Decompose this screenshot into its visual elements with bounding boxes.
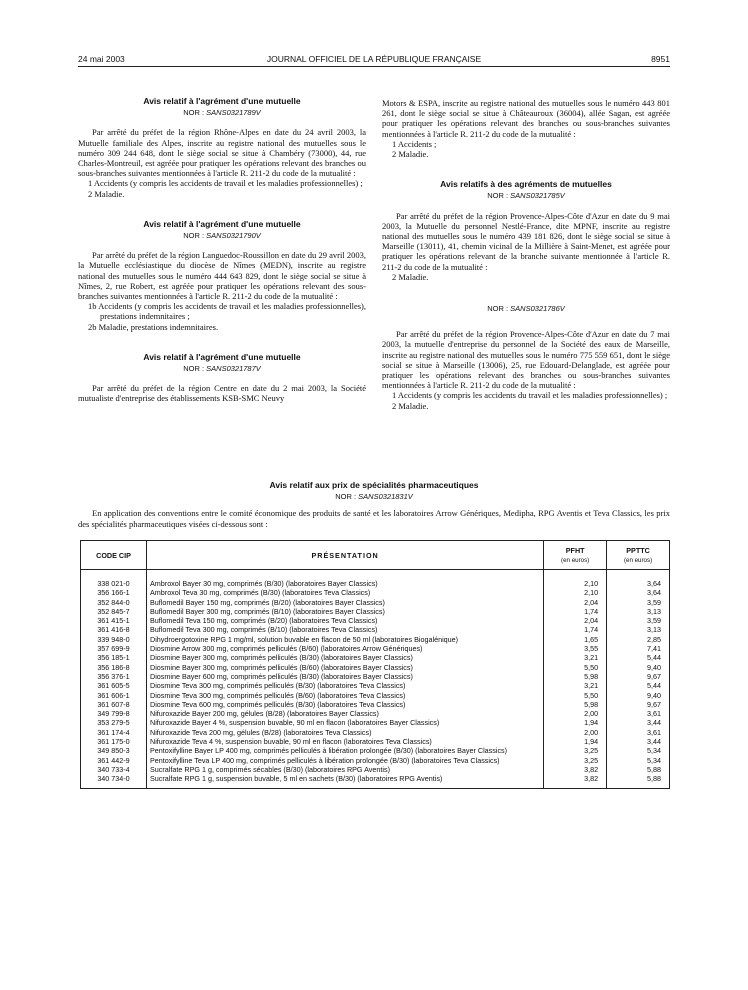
- cell-pfht: 5,50: [544, 691, 607, 700]
- cell-code: 340 733-4: [81, 765, 147, 774]
- cell-ppttc: 5,34: [607, 746, 670, 755]
- cell-code: 361 416-8: [81, 625, 147, 634]
- cell-pfht: 3,82: [544, 765, 607, 774]
- list-item: 1 Accidents (y compris les accidents de travail et les maladies professionnelles) ;: [88, 178, 363, 189]
- notice-4-title: Avis relatifs à des agréments de mutuelles: [440, 179, 612, 190]
- cell-ppttc: 3,13: [607, 607, 670, 616]
- cell-presentation: Dihydroergotoxine RPG 1 mg/ml, solution buvable en flacon de 50 ml (laboratoires Biogalénique): [147, 635, 544, 644]
- cell-presentation: Diosmine Bayer 300 mg, comprimés pelliculés (B/60) (laboratoires Bayer Classics): [147, 663, 544, 672]
- cell-ppttc: 9,67: [607, 672, 670, 681]
- cell-presentation: Nifuroxazide Teva 4 %, suspension buvable, 90 ml en flacon (laboratoires Teva Classics): [147, 737, 544, 746]
- list-item: 2 Maladie.: [88, 188, 125, 199]
- notice-3-nor: NOR : SANS0321787V: [183, 364, 261, 374]
- header-page-number: 8951: [651, 54, 670, 64]
- cell-ppttc: 3,64: [607, 570, 670, 589]
- table-row: [81, 625, 670, 634]
- cell-pfht: 2,00: [544, 709, 607, 718]
- cell-presentation: Nifuroxazide Bayer 4 %, suspension buvable, 90 ml en flacon (laboratoires Bayer Classics): [147, 718, 544, 727]
- notice-4-nor: NOR : SANS0321785V: [487, 191, 565, 201]
- cell-presentation: Diosmine Teva 600 mg, comprimés pelliculés (B/30) (laboratoires Teva Classics): [147, 700, 544, 709]
- list-item: 1 Accidents (y compris les accidents du travail et les maladies professionnelles) ;: [392, 390, 668, 401]
- cell-ppttc: 3,64: [607, 588, 670, 597]
- notice-2-list: [78, 301, 366, 332]
- cell-ppttc: 9,40: [607, 663, 670, 672]
- cell-presentation: Buflomedil Bayer 150 mg, comprimés (B/20) (laboratoires Bayer Classics): [147, 598, 544, 607]
- notice-1-list: [78, 178, 366, 198]
- cell-code: 361 607-8: [81, 700, 147, 709]
- notice-2-body: Par arrêté du préfet de la région Languedoc-Roussillon en date du 29 avril 2003, la Mutuelle ecclésiastique du diocèse de Nîmes (MEDN), inscrite au registre national des mutuelles sous le numéro 444 643 829, dont le siège social se situe à Nîmes, 2, rue Robert, est agréée pour pratiquer les opérations relevant des sous-branches suivantes mentionnées à l'article R. 211-2 du code de la mutualité :: [78, 250, 366, 302]
- notice-2-nor: NOR : SANS0321790V: [183, 231, 261, 241]
- table-row: [81, 756, 670, 765]
- cell-presentation: Ambroxol Teva 30 mg, comprimés (B/30) (laboratoires Teva Classics): [147, 588, 544, 597]
- cell-code: 349 799-8: [81, 709, 147, 718]
- table-row: [81, 774, 670, 788]
- table-row: [81, 635, 670, 644]
- prices-notice-title: Avis relatif aux prix de spécialités pharmaceutiques: [269, 480, 479, 490]
- cell-ppttc: 5,88: [607, 774, 670, 788]
- cell-pfht: 3,55: [544, 644, 607, 653]
- notice-3-title: Avis relatif à l'agrément d'une mutuelle: [143, 351, 301, 362]
- notice-2-title: Avis relatif à l'agrément d'une mutuelle: [143, 218, 301, 229]
- header-journal-title: JOURNAL OFFICIEL DE LA RÉPUBLIQUE FRANÇAISE: [266, 54, 482, 64]
- cell-ppttc: 3,44: [607, 737, 670, 746]
- right-column: [382, 98, 670, 411]
- cell-pfht: 3,21: [544, 681, 607, 690]
- cell-presentation: Diosmine Teva 300 mg, comprimés pelliculés (B/30) (laboratoires Teva Classics): [147, 681, 544, 690]
- cell-code: 356 166-1: [81, 588, 147, 597]
- table-row: [81, 607, 670, 616]
- cell-code: 352 844-0: [81, 598, 147, 607]
- table-row: [81, 681, 670, 690]
- cell-code: 353 279-5: [81, 718, 147, 727]
- cell-presentation: Diosmine Bayer 600 mg, comprimés pelliculés (B/30) (laboratoires Bayer Classics): [147, 672, 544, 681]
- cell-presentation: Ambroxol Bayer 30 mg, comprimés (B/30) (laboratoires Bayer Classics): [147, 570, 544, 589]
- cell-code: 361 415-1: [81, 616, 147, 625]
- header-pfht: PFHT (en euros): [544, 541, 607, 570]
- cell-presentation: Sucralfate RPG 1 g, comprimés sécables (B/30) (laboratoires RPG Aventis): [147, 765, 544, 774]
- cell-presentation: Nifuroxazide Teva 200 mg, gélules (B/28) (laboratoires Teva Classics): [147, 728, 544, 737]
- table-row: [81, 588, 670, 597]
- table-row: [81, 737, 670, 746]
- header-rule: [78, 66, 670, 67]
- cell-code: 352 845-7: [81, 607, 147, 616]
- cell-code: 357 699-9: [81, 644, 147, 653]
- table-row: [81, 709, 670, 718]
- header-code-cip: CODE CIP: [81, 541, 147, 570]
- list-item: 2 Maladie.: [392, 400, 429, 411]
- cell-ppttc: 3,13: [607, 625, 670, 634]
- prices-notice-intro: En application des conventions entre le comité économique des produits de santé et les laboratoires Arrow Génériques, Medipha, RPG Aventis et Teva Classics, les prix des spécialités pharmaceutiques visées ci-dessous sont :: [78, 508, 670, 529]
- cell-code: 361 442-9: [81, 756, 147, 765]
- notice-1-nor: NOR : SANS0321789V: [183, 108, 261, 118]
- cell-presentation: Diosmine Arrow 300 mg, comprimés pelliculés (B/60) (laboratoires Arrow Génériques): [147, 644, 544, 653]
- cell-ppttc: 3,59: [607, 598, 670, 607]
- table-row: [81, 644, 670, 653]
- cell-ppttc: 3,61: [607, 709, 670, 718]
- prices-notice: [78, 480, 670, 529]
- cell-code: 361 174-4: [81, 728, 147, 737]
- cell-code: 361 605-5: [81, 681, 147, 690]
- cell-code: 338 021-0: [81, 570, 147, 589]
- continuation-body: Motors & ESPA, inscrite au registre national des mutuelles sous le numéro 443 801 261, dont le siège social se situe à Châteauroux (36004), allée Sagan, est agréée pour pratiquer les opérations relevant des branches ou sous-branches suivantes mentionnées à l'article R. 211-2 du code de la mutualité :: [382, 98, 670, 139]
- notice-5-list: [382, 390, 670, 410]
- cell-ppttc: 5,88: [607, 765, 670, 774]
- prices-table-body: [81, 570, 670, 789]
- table-row: [81, 718, 670, 727]
- cell-code: 361 606-1: [81, 691, 147, 700]
- cell-presentation: Buflomedil Teva 150 mg, comprimés (B/20) (laboratoires Teva Classics): [147, 616, 544, 625]
- notice-1-title: Avis relatif à l'agrément d'une mutuelle: [143, 96, 301, 106]
- cell-code: 356 376-1: [81, 672, 147, 681]
- table-row: [81, 672, 670, 681]
- cell-presentation: Diosmine Teva 300 mg, comprimés pelliculés (B/60) (laboratoires Teva Classics): [147, 691, 544, 700]
- table-row: [81, 691, 670, 700]
- header-date: 24 mai 2003: [78, 54, 125, 64]
- cell-pfht: 5,98: [544, 700, 607, 709]
- table-row: [81, 616, 670, 625]
- notice-3-body: Par arrêté du préfet de la région Centre en date du 2 mai 2003, la Société mutualiste d'entreprise des établissements KSB-SMC Neuvy: [78, 383, 366, 404]
- cell-ppttc: 3,44: [607, 718, 670, 727]
- cell-pfht: 5,50: [544, 663, 607, 672]
- cell-ppttc: 3,61: [607, 728, 670, 737]
- cell-pfht: 1,74: [544, 625, 607, 634]
- list-item: 1 Accidents ;: [392, 138, 437, 149]
- cell-pfht: 3,82: [544, 774, 607, 788]
- table-row: [81, 746, 670, 755]
- cell-ppttc: 9,40: [607, 691, 670, 700]
- notice-4-list: [382, 272, 670, 282]
- cell-pfht: 2,10: [544, 588, 607, 597]
- table-row: [81, 570, 670, 589]
- header-ppttc: PPTTC (en euros): [607, 541, 670, 570]
- notice-1-body: Par arrêté du préfet de la région Rhône-Alpes en date du 24 avril 2003, la Mutuelle familiale des Alpes, inscrite au registre national des mutuelles sous le numéro 309 244 648, dont le siège social se situe à Chambéry (73000), 44, rue Charles-Montreuil, est agréée pour pratiquer les opérations relevant des branches ou sous-branches suivantes mentionnées à l'article R. 211-2 du code de la mutualité :: [78, 127, 366, 179]
- cell-presentation: Buflomedil Bayer 300 mg, comprimés (B/10) (laboratoires Bayer Classics): [147, 607, 544, 616]
- cell-pfht: 2,10: [544, 570, 607, 589]
- cell-pfht: 3,21: [544, 653, 607, 662]
- cell-code: 349 850-3: [81, 746, 147, 755]
- cell-presentation: Nifuroxazide Bayer 200 mg, gélules (B/28) (laboratoires Bayer Classics): [147, 709, 544, 718]
- table-row: [81, 663, 670, 672]
- cell-ppttc: 3,59: [607, 616, 670, 625]
- table-row: [81, 700, 670, 709]
- list-item: 2b Maladie, prestations indemnitaires.: [88, 321, 219, 332]
- cell-ppttc: 7,41: [607, 644, 670, 653]
- cell-code: 356 185-1: [81, 653, 147, 662]
- list-item: 2 Maladie.: [392, 149, 429, 160]
- cell-pfht: 2,00: [544, 728, 607, 737]
- cell-pfht: 1,94: [544, 737, 607, 746]
- cell-code: 356 186-8: [81, 663, 147, 672]
- cell-ppttc: 5,44: [607, 653, 670, 662]
- prices-notice-nor: NOR : SANS0321831V: [335, 492, 413, 502]
- cell-code: 361 175-0: [81, 737, 147, 746]
- cell-pfht: 3,25: [544, 746, 607, 755]
- table-row: [81, 765, 670, 774]
- table-header-row: [81, 541, 670, 570]
- header-presentation: PRÉSENTATION: [147, 541, 544, 570]
- prices-table: [80, 540, 670, 789]
- cell-presentation: Diosmine Bayer 300 mg, comprimés pelliculés (B/30) (laboratoires Bayer Classics): [147, 653, 544, 662]
- cell-pfht: 5,98: [544, 672, 607, 681]
- cell-ppttc: 2,85: [607, 635, 670, 644]
- cell-presentation: Buflomedil Teva 300 mg, comprimés (B/10) (laboratoires Teva Classics): [147, 625, 544, 634]
- cell-ppttc: 9,67: [607, 700, 670, 709]
- cell-pfht: 1,94: [544, 718, 607, 727]
- table-row: [81, 728, 670, 737]
- cell-presentation: Sucralfate RPG 1 g, suspension buvable, 5 ml en sachets (B/30) (laboratoires RPG Aventis): [147, 774, 544, 788]
- list-item: 2 Maladie.: [392, 271, 429, 282]
- cell-presentation: Pentoxifylline Teva LP 400 mg, comprimés pelliculés à libération prolongée (B/30) (laboratoires Teva Classics): [147, 756, 544, 765]
- cell-pfht: 2,04: [544, 598, 607, 607]
- left-column: [78, 96, 366, 404]
- table-row: [81, 653, 670, 662]
- notice-5-nor: NOR : SANS0321786V: [487, 304, 565, 314]
- cell-pfht: 1,65: [544, 635, 607, 644]
- table-row: [81, 598, 670, 607]
- cell-code: 340 734-0: [81, 774, 147, 788]
- cell-pfht: 2,04: [544, 616, 607, 625]
- cell-ppttc: 5,34: [607, 756, 670, 765]
- cell-presentation: Pentoxifylline Bayer LP 400 mg, comprimés pelliculés à libération prolongée (B/30) (laboratoires Bayer Classics): [147, 746, 544, 755]
- continuation-list: [382, 139, 670, 159]
- cell-code: 339 948-0: [81, 635, 147, 644]
- cell-pfht: 3,25: [544, 756, 607, 765]
- notice-5-body: Par arrêté du préfet de la région Provence-Alpes-Côte d'Azur en date du 7 mai 2003, la mutuelle d'entreprise du personnel de la Société des eaux de Marseille, inscrite au registre national des mutuelles sous le numéro 775 559 651, dont le siège social se situe à Marseille (13006), 25, rue Edouard-Delanglade, est agréée pour pratiquer les opérations relevant des branches ou sous-branches suivantes mentionnées à l'article R. 211-2 du code de la mutualité :: [382, 329, 670, 391]
- cell-ppttc: 5,44: [607, 681, 670, 690]
- cell-pfht: 1,74: [544, 607, 607, 616]
- list-item: 1b Accidents (y compris les accidents de travail et les maladies professionnelles), prestations indemnitaires ;: [88, 301, 366, 322]
- notice-4-body: Par arrêté du préfet de la région Provence-Alpes-Côte d'Azur en date du 9 mai 2003, la Mutuelle du personnel Nestlé-France, dite MPNF, inscrite au registre national des mutuelles sous le numéro 439 181 826, dont le siège social se situe à Marseille (13011), 41, chemin vicinal de la Millière à Saint-Menet, est agréée pour pratiquer les opérations relevant de la branche suivante mentionnée à l'article R. 211-2 du code de la mutualité :: [382, 210, 670, 272]
